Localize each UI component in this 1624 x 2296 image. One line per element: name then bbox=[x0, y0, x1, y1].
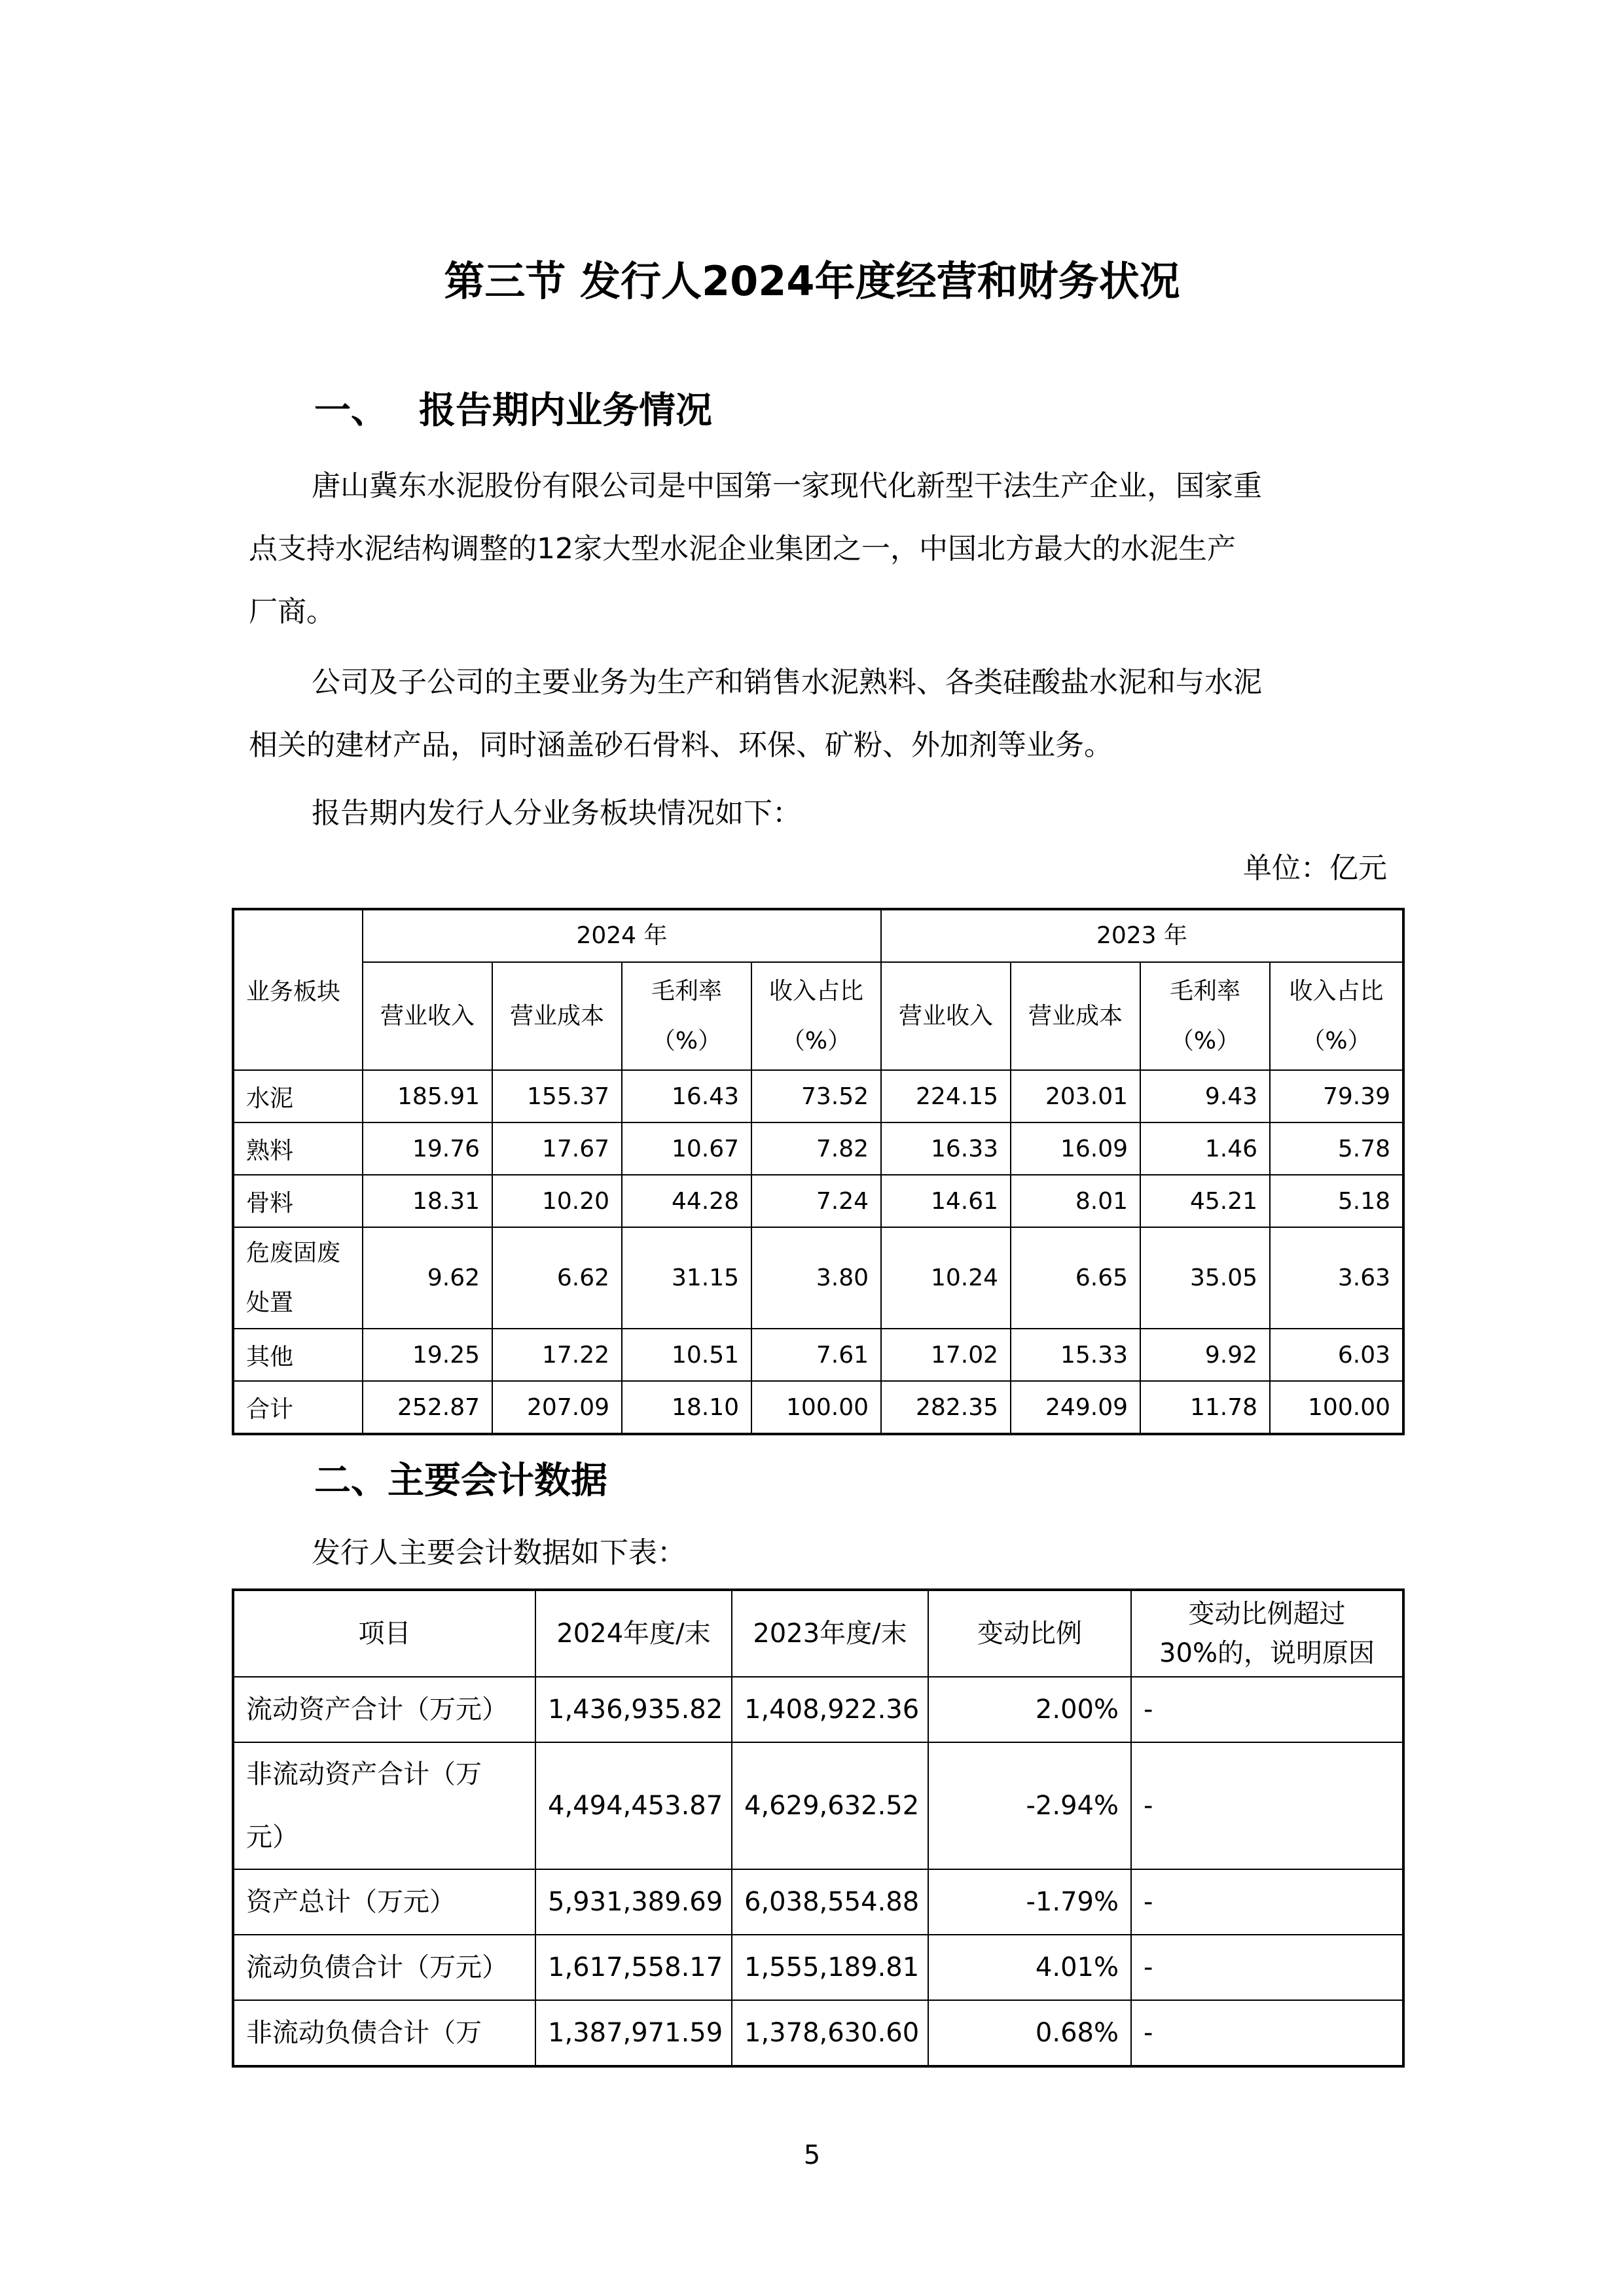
paragraph-3 bbox=[249, 782, 1388, 845]
cell-value: 7.82 bbox=[751, 1122, 881, 1175]
cell-reason: - bbox=[1131, 2000, 1403, 2066]
cell-value: -1.79% bbox=[928, 1869, 1131, 1935]
cell-value: 7.61 bbox=[751, 1329, 881, 1381]
row-label-line-2: 元） bbox=[246, 1822, 298, 1852]
row-label: 骨料 bbox=[233, 1175, 363, 1227]
cell-value: 18.10 bbox=[622, 1381, 751, 1434]
section-1-title: 报告期内业务情况 bbox=[419, 389, 712, 432]
paragraph-1-line-1: 唐山冀东水泥股份有限公司是中国第一家现代化新型干法生产企业，国家重 bbox=[312, 469, 1262, 503]
cell-value: 203.01 bbox=[1011, 1070, 1140, 1122]
table-header-row bbox=[233, 1590, 1403, 1677]
header-margin-unit: （%） bbox=[1170, 1027, 1240, 1054]
cell-value: 10.67 bbox=[622, 1122, 751, 1175]
cell-value: 1.46 bbox=[1140, 1122, 1270, 1175]
header-cost-2023: 营业成本 bbox=[1011, 962, 1140, 1070]
row-label: 其他 bbox=[233, 1329, 363, 1381]
cell-value: 9.62 bbox=[363, 1227, 492, 1329]
cell-value: 19.76 bbox=[363, 1122, 492, 1175]
cell-value: 16.33 bbox=[881, 1122, 1011, 1175]
paragraph-2 bbox=[249, 651, 1388, 777]
cell-value: 1,378,630.60 bbox=[732, 2000, 928, 2066]
cell-value: 8.01 bbox=[1011, 1175, 1140, 1227]
accounting-table bbox=[232, 1588, 1405, 2068]
row-label: 流动资产合计（万元） bbox=[233, 1677, 535, 1742]
cell-value: 15.33 bbox=[1011, 1329, 1140, 1381]
cell-value: 11.78 bbox=[1140, 1381, 1270, 1434]
cell-value: 17.02 bbox=[881, 1329, 1011, 1381]
row-label-line-1: 危废固废 bbox=[246, 1239, 341, 1266]
cell-value: 7.24 bbox=[751, 1175, 881, 1227]
cell-value: 1,617,558.17 bbox=[535, 1935, 732, 2000]
cell-value: 207.09 bbox=[492, 1381, 622, 1434]
header-margin-unit: （%） bbox=[651, 1027, 722, 1054]
header-margin-label: 毛利率 bbox=[651, 977, 722, 1005]
cell-value: 100.00 bbox=[751, 1381, 881, 1434]
table-row bbox=[233, 1329, 1403, 1381]
header-reason-line-1: 变动比例超过 bbox=[1188, 1599, 1346, 1629]
table-row bbox=[233, 1935, 1403, 2000]
header-reason bbox=[1131, 1590, 1403, 1677]
page-title: 第三节 发行人2024年度经营和财务状况 bbox=[444, 257, 1180, 305]
cell-value: 185.91 bbox=[363, 1070, 492, 1122]
header-share-label: 收入占比 bbox=[1289, 977, 1384, 1005]
cell-reason: - bbox=[1131, 1869, 1403, 1935]
table-row bbox=[233, 1227, 1403, 1329]
cell-value: 5.18 bbox=[1270, 1175, 1403, 1227]
table-row bbox=[233, 1869, 1403, 1935]
paragraph-4-text: 发行人主要会计数据如下表： bbox=[312, 1536, 686, 1570]
header-margin-2024 bbox=[622, 962, 751, 1070]
header-year-2024: 2024 年 bbox=[363, 909, 881, 962]
header-year-2023: 2023 年 bbox=[881, 909, 1403, 962]
paragraph-4 bbox=[249, 1522, 1388, 1585]
cell-value: 14.61 bbox=[881, 1175, 1011, 1227]
cell-value: 31.15 bbox=[622, 1227, 751, 1329]
header-cost-2024: 营业成本 bbox=[492, 962, 622, 1070]
cell-value: 35.05 bbox=[1140, 1227, 1270, 1329]
cell-value: 6.03 bbox=[1270, 1329, 1403, 1381]
cell-value: 16.43 bbox=[622, 1070, 751, 1122]
header-revenue-2023: 营业收入 bbox=[881, 962, 1011, 1070]
header-margin-label: 毛利率 bbox=[1169, 977, 1240, 1005]
table-header-row bbox=[233, 909, 1403, 962]
cell-value: 45.21 bbox=[1140, 1175, 1270, 1227]
cell-value: 6.65 bbox=[1011, 1227, 1140, 1329]
row-label: 合计 bbox=[233, 1381, 363, 1434]
row-label: 熟料 bbox=[233, 1122, 363, 1175]
header-item: 项目 bbox=[233, 1590, 535, 1677]
segment-table bbox=[232, 908, 1405, 1435]
table-subheader-row bbox=[233, 962, 1403, 1070]
cell-value: 73.52 bbox=[751, 1070, 881, 1122]
paragraph-2-line-1: 公司及子公司的主要业务为生产和销售水泥熟料、各类硅酸盐水泥和与水泥 bbox=[312, 666, 1262, 699]
cell-value: 1,555,189.81 bbox=[732, 1935, 928, 2000]
cell-value: 9.43 bbox=[1140, 1070, 1270, 1122]
row-label bbox=[233, 1742, 535, 1869]
header-reason-line-2: 30%的，说明原因 bbox=[1159, 1638, 1375, 1668]
section-1-heading bbox=[314, 386, 712, 436]
cell-value: 5,931,389.69 bbox=[535, 1869, 732, 1935]
section-1-number: 一、 bbox=[314, 389, 388, 432]
cell-value: 1,436,935.82 bbox=[535, 1677, 732, 1742]
header-share-2024 bbox=[751, 962, 881, 1070]
cell-value: 10.51 bbox=[622, 1329, 751, 1381]
row-label: 流动负债合计（万元） bbox=[233, 1935, 535, 2000]
cell-value: 18.31 bbox=[363, 1175, 492, 1227]
row-label: 非流动负债合计（万 bbox=[233, 2000, 535, 2066]
cell-value: 5.78 bbox=[1270, 1122, 1403, 1175]
cell-value: 2.00% bbox=[928, 1677, 1131, 1742]
paragraph-1-line-2: 点支持水泥结构调整的12家大型水泥企业集团之一，中国北方最大的水泥生产 bbox=[249, 532, 1236, 565]
cell-reason: - bbox=[1131, 1742, 1403, 1869]
section-2-heading: 二、主要会计数据 bbox=[314, 1460, 607, 1502]
header-2023: 2023年度/末 bbox=[732, 1590, 928, 1677]
table-row bbox=[233, 2000, 1403, 2066]
header-margin-2023 bbox=[1140, 962, 1270, 1070]
cell-value: 16.09 bbox=[1011, 1122, 1140, 1175]
cell-value: 224.15 bbox=[881, 1070, 1011, 1122]
cell-value: 1,408,922.36 bbox=[732, 1677, 928, 1742]
cell-value: 44.28 bbox=[622, 1175, 751, 1227]
cell-value: 10.20 bbox=[492, 1175, 622, 1227]
table-row bbox=[233, 1742, 1403, 1869]
paragraph-1 bbox=[249, 455, 1388, 643]
cell-value: -2.94% bbox=[928, 1742, 1131, 1869]
cell-value: 9.92 bbox=[1140, 1329, 1270, 1381]
paragraph-3-text: 报告期内发行人分业务板块情况如下： bbox=[312, 797, 801, 830]
header-change: 变动比例 bbox=[928, 1590, 1131, 1677]
header-share-label: 收入占比 bbox=[768, 977, 863, 1005]
cell-value: 4.01% bbox=[928, 1935, 1131, 2000]
cell-value: 252.87 bbox=[363, 1381, 492, 1434]
row-label-line-1: 非流动资产合计（万 bbox=[246, 1759, 482, 1789]
header-2024: 2024年度/末 bbox=[535, 1590, 732, 1677]
cell-value: 17.22 bbox=[492, 1329, 622, 1381]
cell-value: 6,038,554.88 bbox=[732, 1869, 928, 1935]
cell-reason: - bbox=[1131, 1677, 1403, 1742]
paragraph-2-line-2: 相关的建材产品，同时涵盖砂石骨料、环保、矿粉、外加剂等业务。 bbox=[249, 728, 1113, 762]
cell-value: 19.25 bbox=[363, 1329, 492, 1381]
row-label: 资产总计（万元） bbox=[233, 1869, 535, 1935]
header-revenue-2024: 营业收入 bbox=[363, 962, 492, 1070]
cell-value: 6.62 bbox=[492, 1227, 622, 1329]
cell-value: 3.80 bbox=[751, 1227, 881, 1329]
row-label-line-2: 处置 bbox=[246, 1289, 294, 1316]
header-share-unit: （%） bbox=[1301, 1027, 1371, 1054]
table-row bbox=[233, 1175, 1403, 1227]
header-share-unit: （%） bbox=[781, 1027, 852, 1054]
cell-value: 249.09 bbox=[1011, 1381, 1140, 1434]
header-share-2023 bbox=[1270, 962, 1403, 1070]
unit-label: 单位：亿元 bbox=[1243, 852, 1387, 885]
cell-value: 3.63 bbox=[1270, 1227, 1403, 1329]
cell-value: 17.67 bbox=[492, 1122, 622, 1175]
table-row bbox=[233, 1070, 1403, 1122]
page-number: 5 bbox=[803, 2140, 821, 2170]
paragraph-1-line-3: 厂商。 bbox=[249, 595, 335, 628]
header-segment: 业务板块 bbox=[233, 909, 363, 1070]
cell-value: 0.68% bbox=[928, 2000, 1131, 2066]
table-row bbox=[233, 1122, 1403, 1175]
cell-reason: - bbox=[1131, 1935, 1403, 2000]
row-label bbox=[233, 1227, 363, 1329]
table-total-row bbox=[233, 1381, 1403, 1434]
cell-value: 155.37 bbox=[492, 1070, 622, 1122]
cell-value: 10.24 bbox=[881, 1227, 1011, 1329]
cell-value: 1,387,971.59 bbox=[535, 2000, 732, 2066]
cell-value: 4,629,632.52 bbox=[732, 1742, 928, 1869]
row-label: 水泥 bbox=[233, 1070, 363, 1122]
table-row bbox=[233, 1677, 1403, 1742]
cell-value: 100.00 bbox=[1270, 1381, 1403, 1434]
cell-value: 79.39 bbox=[1270, 1070, 1403, 1122]
cell-value: 282.35 bbox=[881, 1381, 1011, 1434]
cell-value: 4,494,453.87 bbox=[535, 1742, 732, 1869]
